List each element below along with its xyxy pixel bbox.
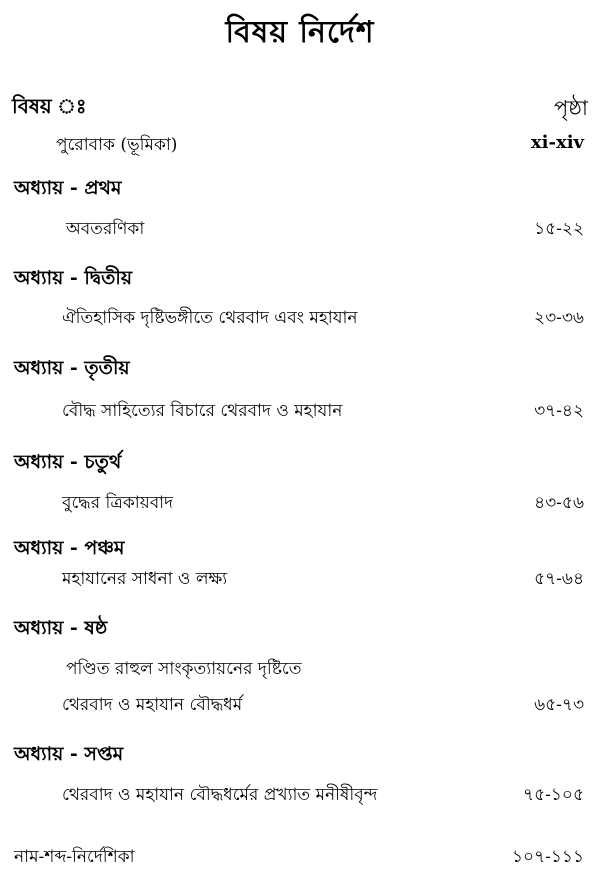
entry-pages: ৩৭-৪২ [534, 401, 584, 421]
chapter-heading-text: অধ্যায় - সপ্তম [14, 743, 124, 765]
index-pages: ১০৭-১১১ [512, 847, 584, 867]
chapter-heading-7 [0, 740, 600, 770]
entry-text: অবতরণিকা [66, 219, 145, 239]
chapter-heading-3 [0, 354, 600, 384]
index-text: নাম-শব্দ-নির্দেশিকা [14, 847, 135, 867]
toc-row-6-line1 [0, 656, 600, 686]
subject-label: বিষয় ঃ [12, 94, 87, 118]
chapter-heading-text: অধ্যায় - পঞ্চম [14, 537, 125, 559]
toc-row-7 [0, 782, 600, 812]
entry-text: ঐতিহাসিক দৃষ্টিভঙ্গীতে থেরবাদ এবং মহাযান [62, 308, 358, 328]
chapter-heading-6 [0, 614, 600, 644]
entry-text: মহাযানের সাধনা ও লক্ষ্য [62, 569, 228, 589]
entry-text-continued: থেরবাদ ও মহাযান বৌদ্ধধর্ম [62, 695, 243, 715]
chapter-heading-5 [0, 534, 600, 564]
entry-text: পণ্ডিত রাহুল সাংকৃত্যায়নের দৃষ্টিতে [66, 659, 302, 679]
chapter-heading-2 [0, 264, 600, 294]
toc-row-4 [0, 490, 600, 520]
chapter-heading-text: অধ্যায় - প্রথম [14, 177, 122, 199]
entry-pages: ৫৭-৬৪ [534, 569, 584, 589]
entry-text: বুদ্ধের ত্রিকায়বাদ [62, 493, 174, 513]
entry-pages: ১৫-২২ [534, 219, 584, 239]
entry-text: বৌদ্ধ সাহিত্যের বিচারে থেরবাদ ও মহাযান [62, 401, 343, 421]
preface-text: পুরোবাক (ভূমিকা) [56, 135, 178, 155]
toc-row-5 [0, 566, 600, 596]
chapter-heading-4 [0, 448, 600, 478]
chapter-heading-text: অধ্যায় - তৃতীয় [14, 357, 130, 379]
chapter-heading-1 [0, 174, 600, 204]
chapter-heading-text: অধ্যায় - ষষ্ঠ [14, 617, 108, 639]
page-column-label: পৃষ্ঠা [553, 96, 588, 120]
entry-pages: ২৩-৩৬ [534, 308, 584, 328]
toc-row-6-line2 [0, 692, 600, 722]
entry-pages: ৬৫-৭৩ [534, 695, 584, 715]
page-title: বিষয় নির্দেশ [225, 15, 375, 50]
entry-pages: ৪৩-৫৬ [534, 493, 584, 513]
toc-row-2 [0, 305, 600, 335]
toc-row-index [0, 844, 600, 874]
chapter-heading-text: অধ্যায় - চতুর্থ [14, 451, 122, 473]
toc-row-3 [0, 398, 600, 428]
toc-row-preface [0, 132, 600, 162]
chapter-heading-text: অধ্যায় - দ্বিতীয় [14, 267, 133, 289]
entry-pages: ৭৫-১০৫ [523, 785, 584, 805]
preface-pages: xi-xiv [530, 132, 584, 153]
toc-row-1 [0, 216, 600, 246]
entry-text: থেরবাদ ও মহাযান বৌদ্ধধর্মের প্রখ্যাত মনীষীবৃন্দ [62, 785, 378, 805]
